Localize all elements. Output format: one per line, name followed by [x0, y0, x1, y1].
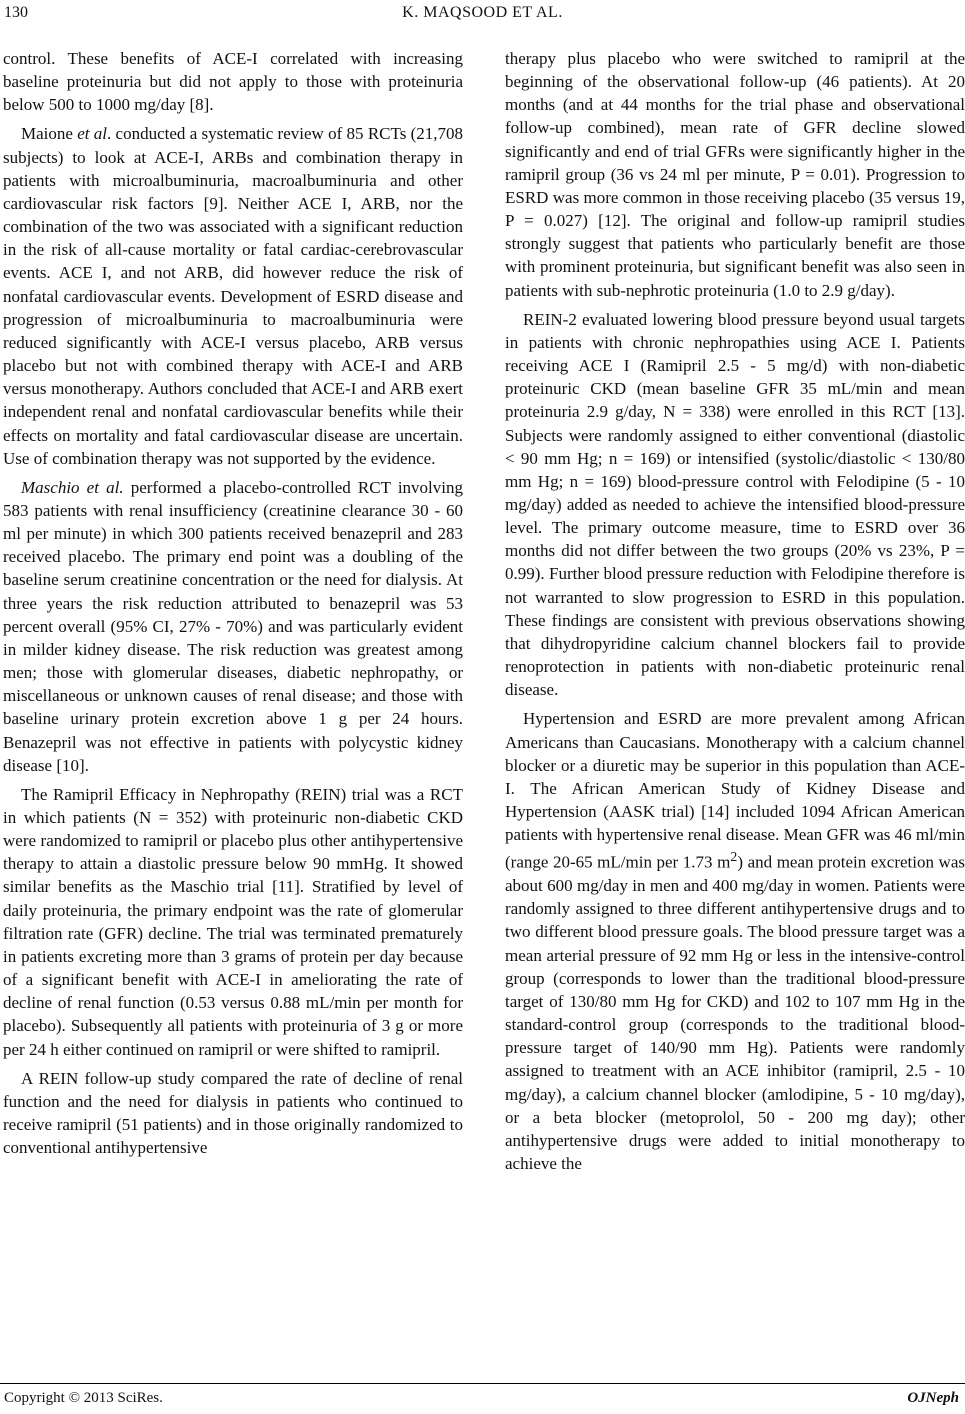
paragraph-text: . conducted a systematic review of 85 RCTs (21,708 subjects) to look at ACE-I, ARBs and combination therapy in patients with microalbuminuria, macroalbuminuria and other cardiovascular risk factors [9]. Neither ACE I, ARB, nor the combination of the two was associated with a significant reduction in the risk of all-cause mortality or fatal cardiac-cerebrovascular events. ACE I, and not ARB, did however reduce the risk of nonfatal cardiovascular events. Development of ESRD disease and progression of microalbuminuria to macroalbuminuria were reduced significantly with ACE-I versus placebo, ARB versus placebo but not with combined therapy with ACE-I and ARB versus monotherapy. Authors concluded that ACE-I and ARB exert independent renal and nonfatal cardiovascular benefits while their effects on mortality and fatal cardiovascular disease are uncertain. Use of combination therapy was not supported by the evidence. — [3, 124, 464, 468]
paragraph — [3, 476, 463, 777]
author-name: Maione — [21, 124, 73, 144]
copyright-notice: Copyright © 2013 SciRes. — [4, 1390, 163, 1406]
paragraph: control. These benefits of ACE-I correlated with increasing baseline proteinuria but did not apply to those with proteinuria below 500 to 1000 mg/day [8]. — [3, 49, 463, 115]
paragraph-text: ) and mean protein excretion was about 600 mg/day in men and 400 mg/day in women. Patients were randomly assigned to three different antihypertensive drugs and to two different blood pressure goals. The blood pressure target was a mean arterial pressure of 92 mm Hg or less in the intensive-control group (corresponds to lower than the traditional blood-pressure target of 130/80 mm Hg for CKD) and 102 to 107 mm Hg in the standard-control group (corresponds to the traditional blood-pressure target of 140/90 mm Hg). Patients were randomly assigned to treatment with an ACE inhibitor (ramipril, 2.5 - 10 mg/day), a calcium channel blocker (amlodipine, 5 - 10 mg/day), or a beta blocker (metoprolol, 50 - 200 mg day); other antihypertensive drugs were added to initial monotherapy to achieve the — [505, 852, 965, 1173]
journal-name: OJNeph — [907, 1390, 959, 1406]
footer-divider — [0, 1383, 965, 1384]
paragraph — [3, 122, 463, 469]
page-number: 130 — [4, 4, 28, 21]
right-column — [505, 47, 965, 1175]
et-al: et al — [77, 124, 108, 144]
left-column — [3, 47, 463, 1159]
paragraph-text: Hypertension and ESRD are more prevalent among African Americans than Caucasians. Monotherapy with a calcium channel blocker or a diuretic may be superior in this population than ACE-I. The African American Study of Kidney Disease and Hypertension (AASK trial) [14] included 1094 African American patients with hypertensive renal disease. Mean GFR was 46 ml/min (range 20-65 mL/min per 1.73 m — [505, 709, 965, 872]
superscript: 2 — [730, 849, 738, 866]
paragraph — [505, 707, 965, 1175]
paragraph: The Ramipril Efficacy in Nephropathy (REIN) trial was a RCT in which patients (N = 352) with proteinuric non-diabetic CKD were randomized to ramipril or placebo plus other antihypertensive therapy to attain a diastolic pressure below 90 mmHg. It showed similar benefits as the Maschio trial [11]. Stratified by level of daily proteinuria, the primary endpoint was the rate of glomerular filtration rate (GFR) decline. The trial was terminated prematurely in patients excreting more than 3 grams of protein per day because of a significant benefit with ACE-I in ameliorating the rate of decline of renal function (0.53 versus 0.88 mL/min per month for placebo). Subsequently all patients with proteinuria of 3 g or more per 24 h either continued on ramipril or were shifted to ramipril. — [3, 784, 463, 1059]
author-name: Maschio et al. — [21, 477, 124, 497]
paragraph: REIN-2 evaluated lowering blood pressure beyond usual targets in patients with chronic nephropathies using ACE I. Patients receiving ACE I (Ramipril 2.5 - 5 mg/d) with non-diabetic proteinuric CKD (mean baseline GFR 35 mL/min and mean proteinuria 2.9 g/day, N = 338) were enrolled in this RCT [13]. Subjects were randomly assigned to either conventional (diastolic < 90 mm Hg; n = 169) or intensified (systolic/diastolic < 130/80 mm Hg; n = 169) blood-pressure control with Felodipine (5 - 10 mg/day) added as needed to achieve the intensified blood-pressure level. The primary outcome measure, time to ESRD over 36 months did not differ between the two groups (20% vs 23%, P = 0.99). Further blood pressure reduction with Felodipine therefore is not warranted to slow progression to ESRD in this population. These findings are consistent with previous observations showing that dihydropyridine calcium channel blockers fail to provide renoprotection in patients with non-diabetic proteinuric renal disease. — [505, 309, 965, 700]
paragraph: therapy plus placebo who were switched to ramipril at the beginning of the observational follow-up (46 patients). At 20 months (and at 44 months for the trial phase and observational follow-up combined), mean rate of GFR decline slowed significantly and end of trial GFRs were significantly higher in the ramipril group (36 vs 24 ml per minute, P = 0.01). Progression to ESRD was more common in those receiving placebo (35 versus 19, P = 0.027) [12]. The original and follow-up ramipril studies strongly suggest that patients who particularly benefit are those with prominent proteinuria, but significant benefit was also seen in patients with sub-nephrotic proteinuria (1.0 to 2.9 g/day). — [505, 49, 965, 300]
paragraph-text: performed a placebo-controlled RCT involving 583 patients with renal insufficiency (creatinine clearance 30 - 60 ml per minute) in which 300 patients received benazepril and 283 received placebo. The primary end point was a doubling of the baseline serum creatinine concentration or the need for dialysis. At three years the risk reduction attributed to benazepril was 53 percent overall (95% CI, 27% - 70%) and was particularly evident in milder kidney disease. The risk reduction was greatest among men; those with glomerular diseases, diabetic nephropathy, or miscellaneous or unknown causes of renal disease; and those with baseline urinary protein excretion above 1 g per 24 hours. Benazepril was not effective in patients with polycystic kidney disease [10]. — [3, 477, 463, 775]
running-head: K. MAQSOOD ET AL. — [402, 4, 563, 21]
page-header — [0, 0, 965, 40]
paragraph: A REIN follow-up study compared the rate of decline of renal function and the need for dialysis in patients who continued to receive ramipril (51 patients) and in those originally randomized to conventional antihypertensive — [3, 1068, 463, 1158]
